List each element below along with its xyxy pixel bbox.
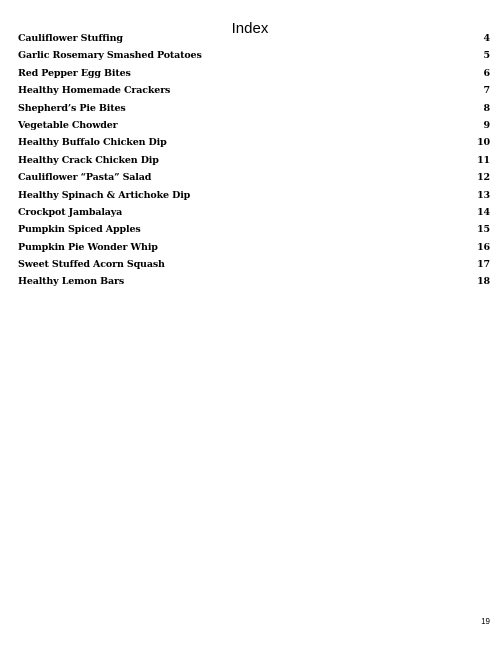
index-entry-title: Healthy Lemon Bars <box>18 276 125 288</box>
index-entry-title: Garlic Rosemary Smashed Potatoes <box>18 50 202 62</box>
page-title: Index <box>231 20 269 38</box>
page-number: 19 <box>481 617 490 626</box>
index-entry <box>18 117 490 134</box>
index-entry-title: Healthy Buffalo Chicken Dip <box>18 137 167 149</box>
index-entry-page: 5 <box>483 50 490 62</box>
index-entry-title: Healthy Homemade Crackers <box>18 85 171 97</box>
index-entry-title: Cauliflower “Pasta” Salad <box>18 172 152 184</box>
index-list <box>18 30 490 291</box>
index-entry <box>18 30 490 47</box>
index-entry <box>18 239 490 256</box>
index-entry-page: 12 <box>477 172 490 184</box>
index-entry <box>18 82 490 99</box>
index-entry <box>18 100 490 117</box>
index-entry-page: 10 <box>477 137 490 149</box>
index-entry-page: 6 <box>483 67 490 79</box>
index-entry-page: 4 <box>483 33 490 44</box>
index-entry-page: 14 <box>477 206 490 218</box>
index-entry <box>18 204 490 221</box>
index-entry <box>18 256 490 273</box>
index-entry-page: 8 <box>483 102 490 114</box>
index-entry <box>18 169 490 186</box>
index-entry-title: Pumpkin Spiced Apples <box>18 224 141 236</box>
index-entry-title: Sweet Stuffed Acorn Squash <box>18 259 165 271</box>
index-entry-title: Healthy Spinach & Artichoke Dip <box>18 189 191 201</box>
index-entry <box>18 273 490 290</box>
index-entry-page: 9 <box>483 119 490 131</box>
index-entry-page: 11 <box>477 154 490 166</box>
index-entry-page: 7 <box>483 85 490 97</box>
index-entry <box>18 134 490 151</box>
index-entry <box>18 221 490 238</box>
index-entry-page: 17 <box>477 259 490 271</box>
index-entry-title: Crockpot Jambalaya <box>18 206 123 218</box>
index-entry <box>18 47 490 64</box>
index-entry <box>18 65 490 82</box>
index-entry-page: 15 <box>477 224 490 236</box>
index-entry-page: 18 <box>477 276 490 288</box>
index-entry <box>18 152 490 169</box>
index-entry-title: Vegetable Chowder <box>18 119 118 131</box>
index-entry-page: 13 <box>477 189 490 201</box>
index-entry-title: Healthy Crack Chicken Dip <box>18 154 159 166</box>
index-entry-title: Pumpkin Pie Wonder Whip <box>18 241 158 253</box>
index-entry-title: Shepherd’s Pie Bites <box>18 102 126 114</box>
index-entry-page: 16 <box>477 241 490 253</box>
index-entry-title: Cauliflower Stuffing <box>18 33 123 44</box>
index-entry <box>18 187 490 204</box>
index-entry-title: Red Pepper Egg Bites <box>18 67 131 79</box>
